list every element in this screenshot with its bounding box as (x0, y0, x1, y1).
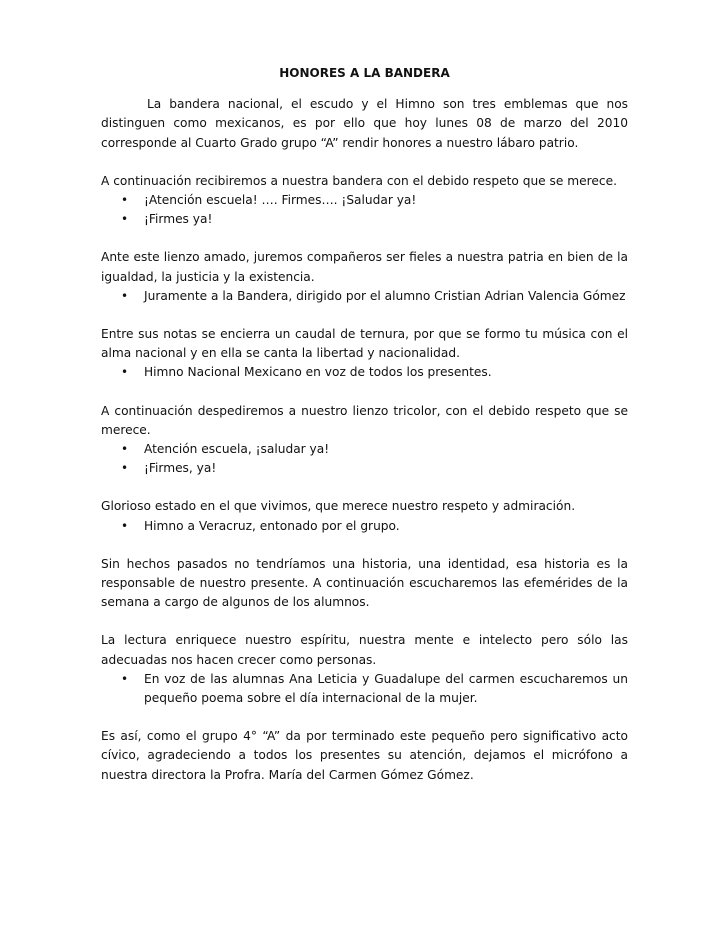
bullet-list (101, 517, 628, 536)
bullet-item (101, 440, 628, 459)
bullet-text: Himno Nacional Mexicano en voz de todos los presentes. (144, 365, 492, 380)
bullet-icon: • (121, 288, 129, 303)
section-paragraph: Entre sus notas se encierra un caudal de ternura, por que se formo tu música con el alma nacional y en ella se canta la libertad y nacionalidad. (101, 327, 628, 361)
document-body (101, 153, 628, 785)
section-paragraph: Es así, como el grupo 4° “A” da por terminado este pequeño pero significativo acto cívico, agradeciendo a todos los presentes su atención, dejamos el micrófono a nuestra directora la Profra. María del Carmen Gómez Gómez. (101, 729, 628, 782)
bullet-item (101, 191, 628, 210)
bullet-text: Juramente a la Bandera, dirigido por el alumno Cristian Adrian Valencia Gómez (144, 288, 626, 303)
intro-paragraph: La bandera nacional, el escudo y el Himno son tres emblemas que nos distinguen como mexicanos, es por ello que hoy lunes 08 de marzo del 2010 corresponde al Cuarto Grado grupo “A” rendir honores a nuestro lábaro patrio. (101, 97, 628, 150)
section-paragraph: La lectura enriquece nuestro espíritu, nuestra mente e intelecto pero sólo las adecuadas nos hacen crecer como personas. (101, 633, 628, 667)
document-page (101, 64, 628, 785)
bullet-text: Atención escuela, ¡saludar ya! (144, 442, 330, 457)
bullet-text: En voz de las alumnas Ana Leticia y Guadalupe del carmen escucharemos un pequeño poema sobre el día internacional de la mujer. (144, 671, 628, 706)
bullet-item (101, 670, 628, 708)
section-paragraph: Ante este lienzo amado, juremos compañeros ser fieles a nuestra patria en bien de la igualdad, la justicia y la existencia. (101, 250, 628, 284)
section-paragraph: Sin hechos pasados no tendríamos una historia, una identidad, esa historia es la responsable de nuestro presente. A continuación escucharemos las efemérides de la semana a cargo de algunos de los alumnos. (101, 556, 628, 610)
bullet-icon: • (121, 365, 129, 380)
paragraph-gap (101, 383, 628, 402)
bullet-item (101, 517, 628, 536)
bullet-item (101, 459, 628, 478)
bullet-icon: • (121, 518, 129, 533)
bullet-icon: • (121, 671, 129, 686)
paragraph-gap (101, 708, 628, 727)
bullet-text: ¡Firmes, ya! (144, 461, 217, 476)
bullet-icon: • (121, 193, 129, 208)
bullet-icon: • (121, 461, 129, 476)
bullet-text: Himno a Veracruz, entonado por el grupo. (144, 518, 400, 533)
paragraph-gap (101, 478, 628, 497)
bullet-item (101, 210, 628, 229)
bullet-text: ¡Firmes ya! (144, 212, 213, 227)
paragraph-gap (101, 153, 628, 172)
bullet-list (101, 670, 628, 708)
bullet-list (101, 191, 628, 229)
paragraph-gap (101, 229, 628, 248)
paragraph-gap (101, 306, 628, 325)
bullet-list (101, 287, 628, 306)
bullet-item (101, 363, 628, 382)
document-title: HONORES A LA BANDERA (279, 66, 450, 80)
section-paragraph: A continuación despediremos a nuestro lienzo tricolor, con el debido respeto que se merece. (101, 403, 628, 437)
paragraph-gap (101, 612, 628, 631)
bullet-list (101, 363, 628, 382)
bullet-text: ¡Atención escuela! …. Firmes…. ¡Saludar ya! (144, 193, 417, 208)
section-paragraph: Glorioso estado en el que vivimos, que merece nuestro respeto y admiración. (101, 499, 576, 514)
bullet-icon: • (121, 212, 129, 227)
bullet-item (101, 287, 628, 306)
bullet-list (101, 440, 628, 478)
paragraph-gap (101, 536, 628, 555)
section-paragraph: A continuación recibiremos a nuestra bandera con el debido respeto que se merece. (101, 173, 617, 188)
bullet-icon: • (121, 442, 129, 457)
